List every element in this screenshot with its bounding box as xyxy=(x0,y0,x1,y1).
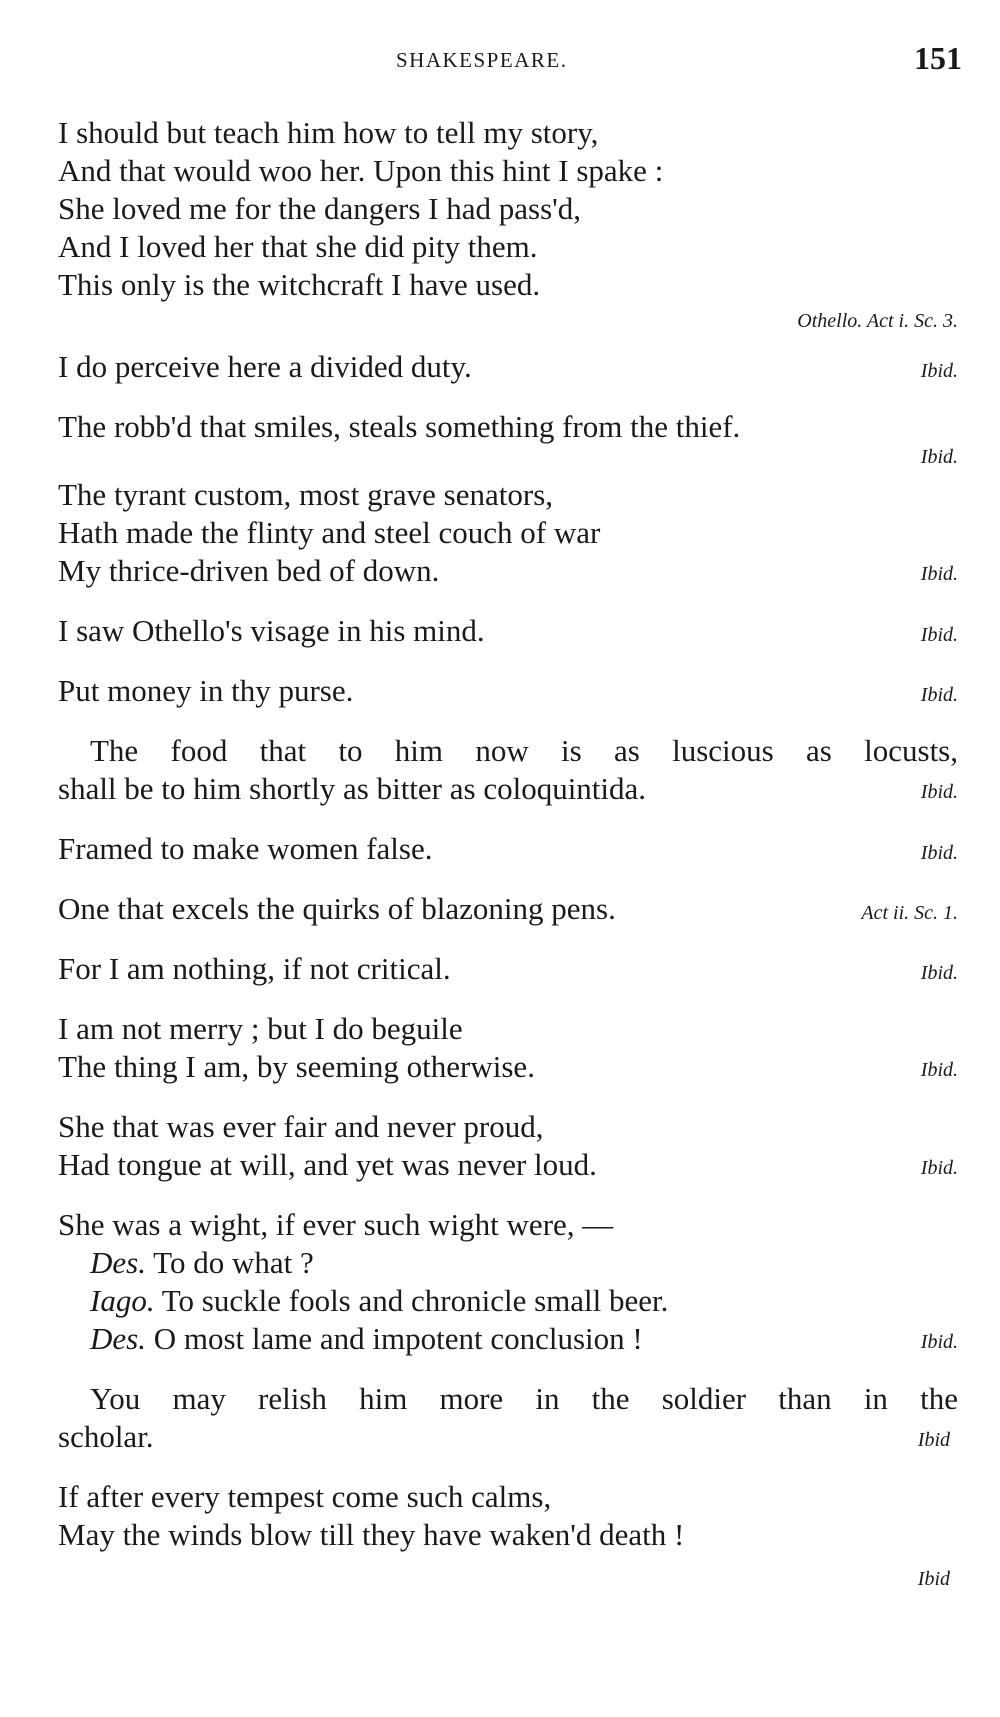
citation: Ibid. xyxy=(920,1059,958,1081)
verse-line: She loved me for the dangers I had pass'd, xyxy=(58,191,581,226)
quotations-body xyxy=(58,114,958,1616)
speaker-name: Iago. xyxy=(90,1283,155,1318)
citation: Ibid. xyxy=(920,684,958,706)
speaker-name: Des. xyxy=(90,1321,146,1356)
citation: Ibid. xyxy=(920,563,958,585)
verse-line: Had tongue at will, and yet was never loud. xyxy=(58,1147,597,1182)
quotation xyxy=(58,1010,958,1086)
verse-line: My thrice-driven bed of down. xyxy=(58,553,440,588)
citation: Ibid xyxy=(917,1429,950,1451)
citation: Ibid. xyxy=(920,624,958,646)
running-head: SHAKESPEARE. xyxy=(396,48,568,72)
quotation xyxy=(58,1108,958,1184)
quotation xyxy=(58,890,958,928)
verse-line: This only is the witchcraft I have used. xyxy=(58,267,541,302)
quotation xyxy=(58,476,958,590)
citation: Ibid. xyxy=(920,1331,958,1353)
quotation xyxy=(58,830,958,868)
quotation xyxy=(58,408,958,468)
dialogue-text: To do what ? xyxy=(153,1245,314,1280)
verse-line: I should but teach him how to tell my story, xyxy=(58,115,599,150)
citation: Ibid. xyxy=(920,360,958,382)
verse-line: She that was ever fair and never proud, xyxy=(58,1109,544,1144)
verse-line: She was a wight, if ever such wight were, — xyxy=(58,1207,614,1242)
speaker-name: Des. xyxy=(90,1245,146,1280)
verse-line: And that would woo her. Upon this hint I spake : xyxy=(58,153,664,188)
citation: Act ii. Sc. 1. xyxy=(861,902,958,924)
citation: Ibid. xyxy=(920,781,958,803)
verse-line: The robb'd that smiles, steals something from the thief. xyxy=(58,409,741,444)
verse-line: The thing I am, by seeming otherwise. xyxy=(58,1049,535,1084)
verse-line: I am not merry ; but I do beguile xyxy=(58,1011,463,1046)
verse-line: The tyrant custom, most grave senators, xyxy=(58,477,554,512)
citation: Othello. Act i. Sc. 3. xyxy=(797,310,958,332)
dialogue-line xyxy=(58,1244,958,1282)
verse-line: And I loved her that she did pity them. xyxy=(58,229,538,264)
verse-line: If after every tempest come such calms, xyxy=(58,1479,552,1514)
verse-line: Hath made the flinty and steel couch of war xyxy=(58,515,601,550)
prose-text: The food that to him now is as luscious as locusts, xyxy=(90,733,958,768)
quotation xyxy=(58,732,958,808)
quotation xyxy=(58,672,958,710)
quotation xyxy=(58,1380,958,1456)
verse-line: Put money in thy purse. xyxy=(58,673,354,708)
prose-line xyxy=(58,1380,958,1418)
verse-line: One that excels the quirks of blazoning pens. xyxy=(58,891,616,926)
quotation xyxy=(58,348,958,386)
quotation xyxy=(58,612,958,650)
prose-text: You may relish him more in the soldier than in the xyxy=(90,1381,958,1416)
verse-line: May the winds blow till they have waken'd death ! xyxy=(58,1517,685,1552)
dialogue-text: O most lame and impotent conclusion ! xyxy=(153,1321,643,1356)
page-number: 151 xyxy=(914,40,962,76)
verse-line: I saw Othello's visage in his mind. xyxy=(58,613,485,648)
dialogue-line xyxy=(58,1282,958,1320)
prose-line: shall be to him shortly as bitter as coloquintida. xyxy=(58,771,647,806)
quotation xyxy=(58,950,958,988)
quotation xyxy=(58,114,958,336)
dialogue-text: To suckle fools and chronicle small beer. xyxy=(161,1283,669,1318)
dialogue-line xyxy=(58,1320,958,1358)
citation: Ibid. xyxy=(920,842,958,864)
verse-line: For I am nothing, if not critical. xyxy=(58,951,451,986)
citation: Ibid xyxy=(917,1568,950,1590)
prose-line xyxy=(58,732,958,770)
citation: Ibid. xyxy=(920,1157,958,1179)
verse-line: I do perceive here a divided duty. xyxy=(58,349,472,384)
quotation xyxy=(58,1206,958,1358)
citation: Ibid. xyxy=(920,446,958,468)
verse-line: Framed to make women false. xyxy=(58,831,433,866)
citation: Ibid. xyxy=(920,962,958,984)
prose-line: scholar. xyxy=(58,1419,154,1454)
quotation xyxy=(58,1478,958,1594)
page-header xyxy=(0,40,1000,84)
